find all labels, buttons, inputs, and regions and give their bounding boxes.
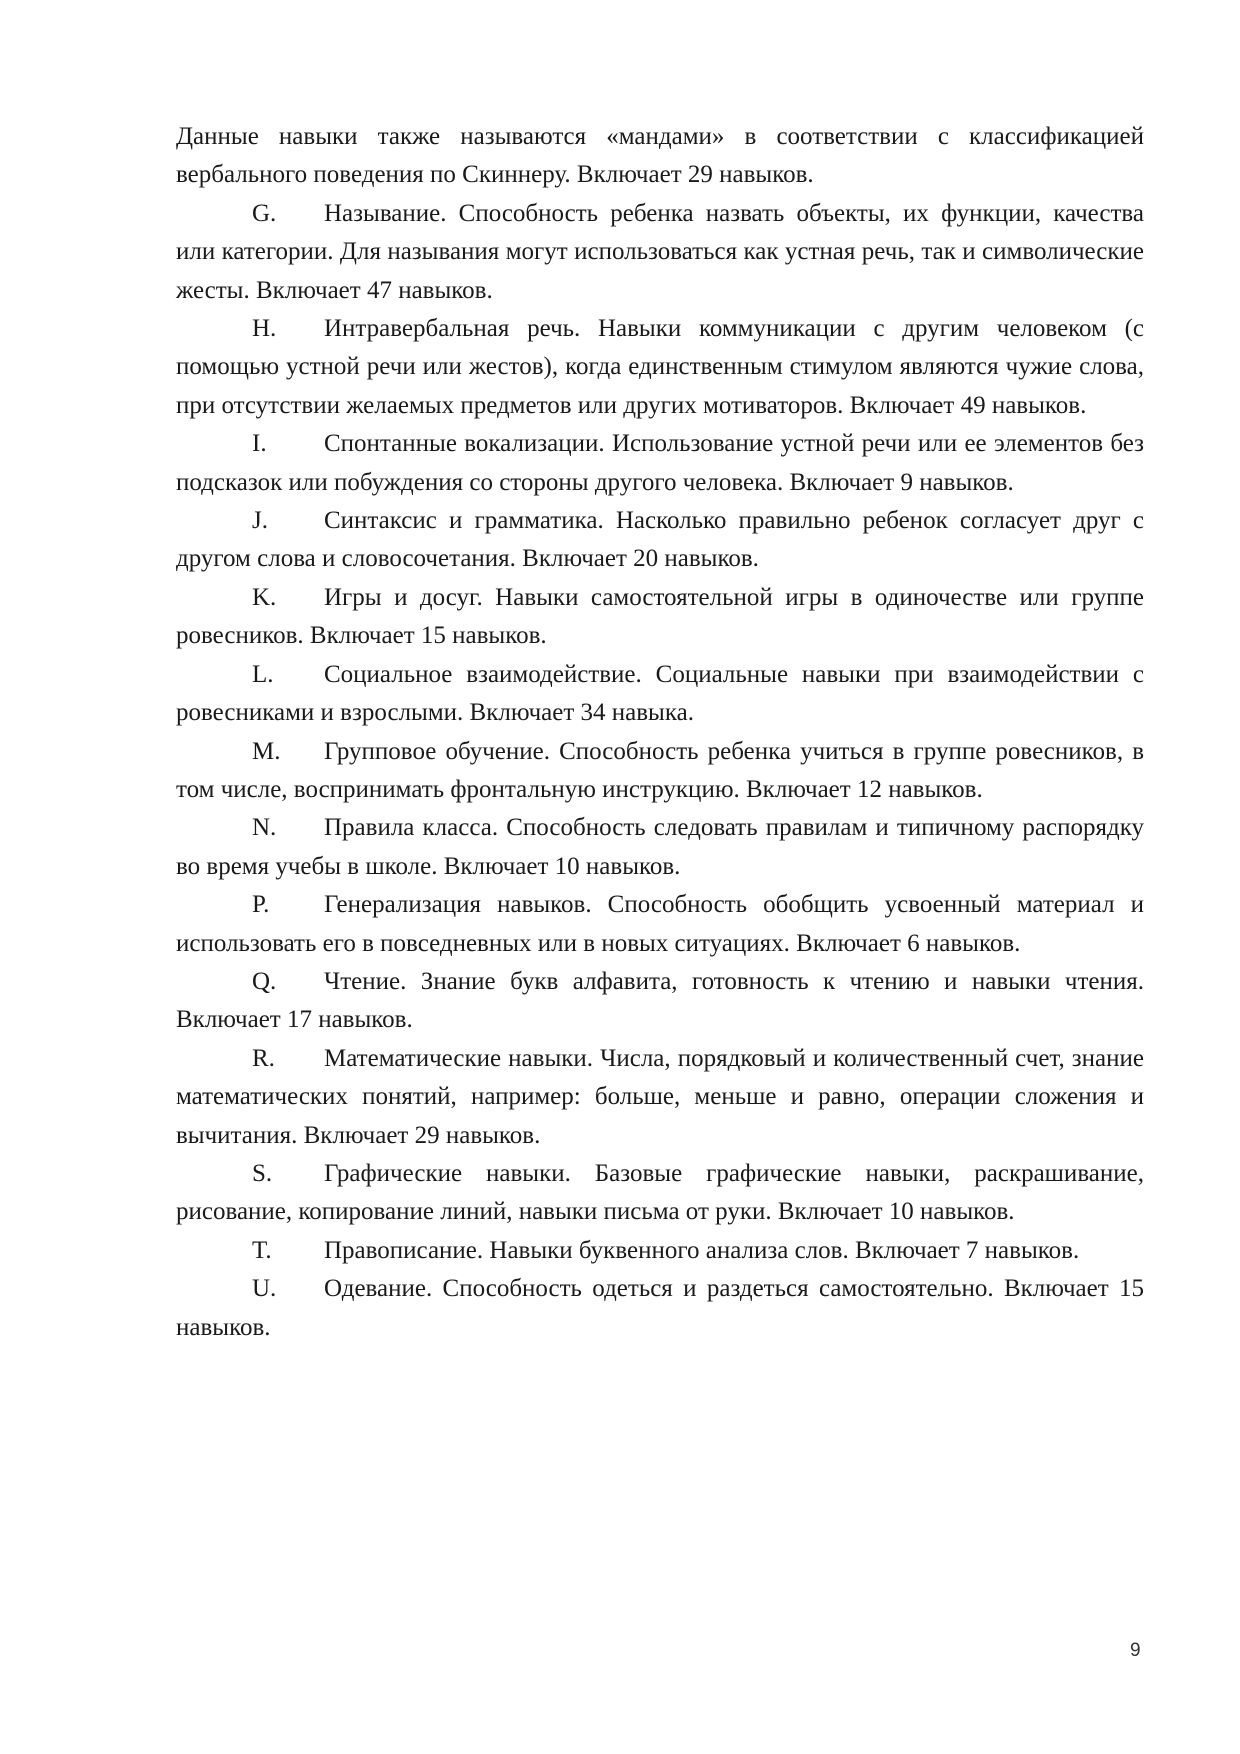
- list-item: [176, 886, 1144, 963]
- item-text: Правописание. Навыки буквенного анализа слов. Включает 7 навыков.: [324, 1236, 1080, 1264]
- item-letter: T.: [252, 1236, 272, 1264]
- item-letter: Q.: [252, 967, 277, 995]
- item-letter: N.: [252, 814, 277, 842]
- intro-paragraph: Данные навыки также называются «мандами» в соответствии с классификацией вербального поведения по Скиннеру. Включает 29 навыков.: [176, 123, 1144, 189]
- item-text: Спонтанные вокализации. Использование устной речи или ее элементов без подсказок или побуждения со стороны другого человека. Включает 9 навыков.: [176, 430, 1144, 496]
- list-item: [176, 1040, 1144, 1155]
- item-text: Графические навыки. Базовые графические навыки, раскрашивание, рисование, копирование линий, навыки письма от руки. Включает 10 навыков.: [176, 1159, 1144, 1226]
- list-item: [176, 656, 1144, 733]
- list-item: [176, 1155, 1144, 1232]
- item-text: Математические навыки. Числа, порядковый и количественный счет, знание математических понятий, например: больше, меньше и равно, операции сложения и вычитания. Включает 29 навыков.: [176, 1044, 1144, 1149]
- item-text: Синтаксис и грамматика. Насколько правильно ребенок согласует друг с другом слова и словосочетания. Включает 20 навыков.: [176, 507, 1144, 573]
- item-letter: G.: [252, 199, 277, 227]
- item-text: Правила класса. Способность следовать правилам и типичному распорядку во время учебы в школе. Включает 10 навыков.: [176, 814, 1144, 880]
- item-letter: P.: [252, 891, 270, 919]
- item-letter: R.: [252, 1044, 275, 1072]
- list-item: [176, 425, 1144, 502]
- item-text: Социальное взаимодействие. Социальные навыки при взаимодействии с ровесниками и взрослыми. Включает 34 навыка.: [176, 660, 1144, 727]
- item-letter: J.: [252, 507, 268, 535]
- list-item: [176, 809, 1144, 886]
- item-text: Чтение. Знание букв алфавита, готовность к чтению и навыки чтения. Включает 17 навыков.: [176, 967, 1144, 1034]
- list-item: [176, 733, 1144, 810]
- item-letter: S.: [252, 1159, 273, 1187]
- item-text: Групповое обучение. Способность ребенка учиться в группе ровесников, в том числе, воспринимать фронтальную инструкцию. Включает 12 навыков.: [176, 737, 1144, 803]
- list-item: [176, 310, 1144, 425]
- list-item: [176, 502, 1144, 579]
- page-number: 9: [1130, 1640, 1141, 1661]
- list-item: [176, 195, 1144, 310]
- item-text: Интравербальная речь. Навыки коммуникации с другим человеком (с помощью устной речи или жестов), когда единственным стимулом являются чужие слова, при отсутствии желаемых предметов или других мотиваторов. Включает 49 навыков.: [176, 315, 1144, 419]
- list-item: [176, 1232, 1144, 1270]
- item-letter: H.: [252, 315, 277, 343]
- item-letter: K.: [252, 583, 277, 611]
- item-letter: U.: [252, 1275, 277, 1303]
- item-letter: I.: [252, 430, 267, 458]
- item-text: Игры и досуг. Навыки самостоятельной игры в одиночестве или группе ровесников. Включает 15 навыков.: [176, 583, 1144, 650]
- list-item: [176, 1270, 1144, 1347]
- item-text: Одевание. Способность одеться и раздеться самостоятельно. Включает 15 навыков.: [176, 1275, 1144, 1341]
- item-letter: L.: [252, 660, 274, 688]
- item-letter: M.: [252, 737, 281, 765]
- page-body: [176, 118, 1144, 1347]
- item-text: Называние. Способность ребенка назвать объекты, их функции, качества или категории. Для называния могут использоваться как устная речь, так и символические жесты. Включает 47 навыков.: [176, 199, 1144, 304]
- item-text: Генерализация навыков. Способность обобщить усвоенный материал и использовать его в повседневных или в новых ситуациях. Включает 6 навыков.: [176, 891, 1144, 957]
- list-item: [176, 579, 1144, 656]
- list-item: [176, 963, 1144, 1040]
